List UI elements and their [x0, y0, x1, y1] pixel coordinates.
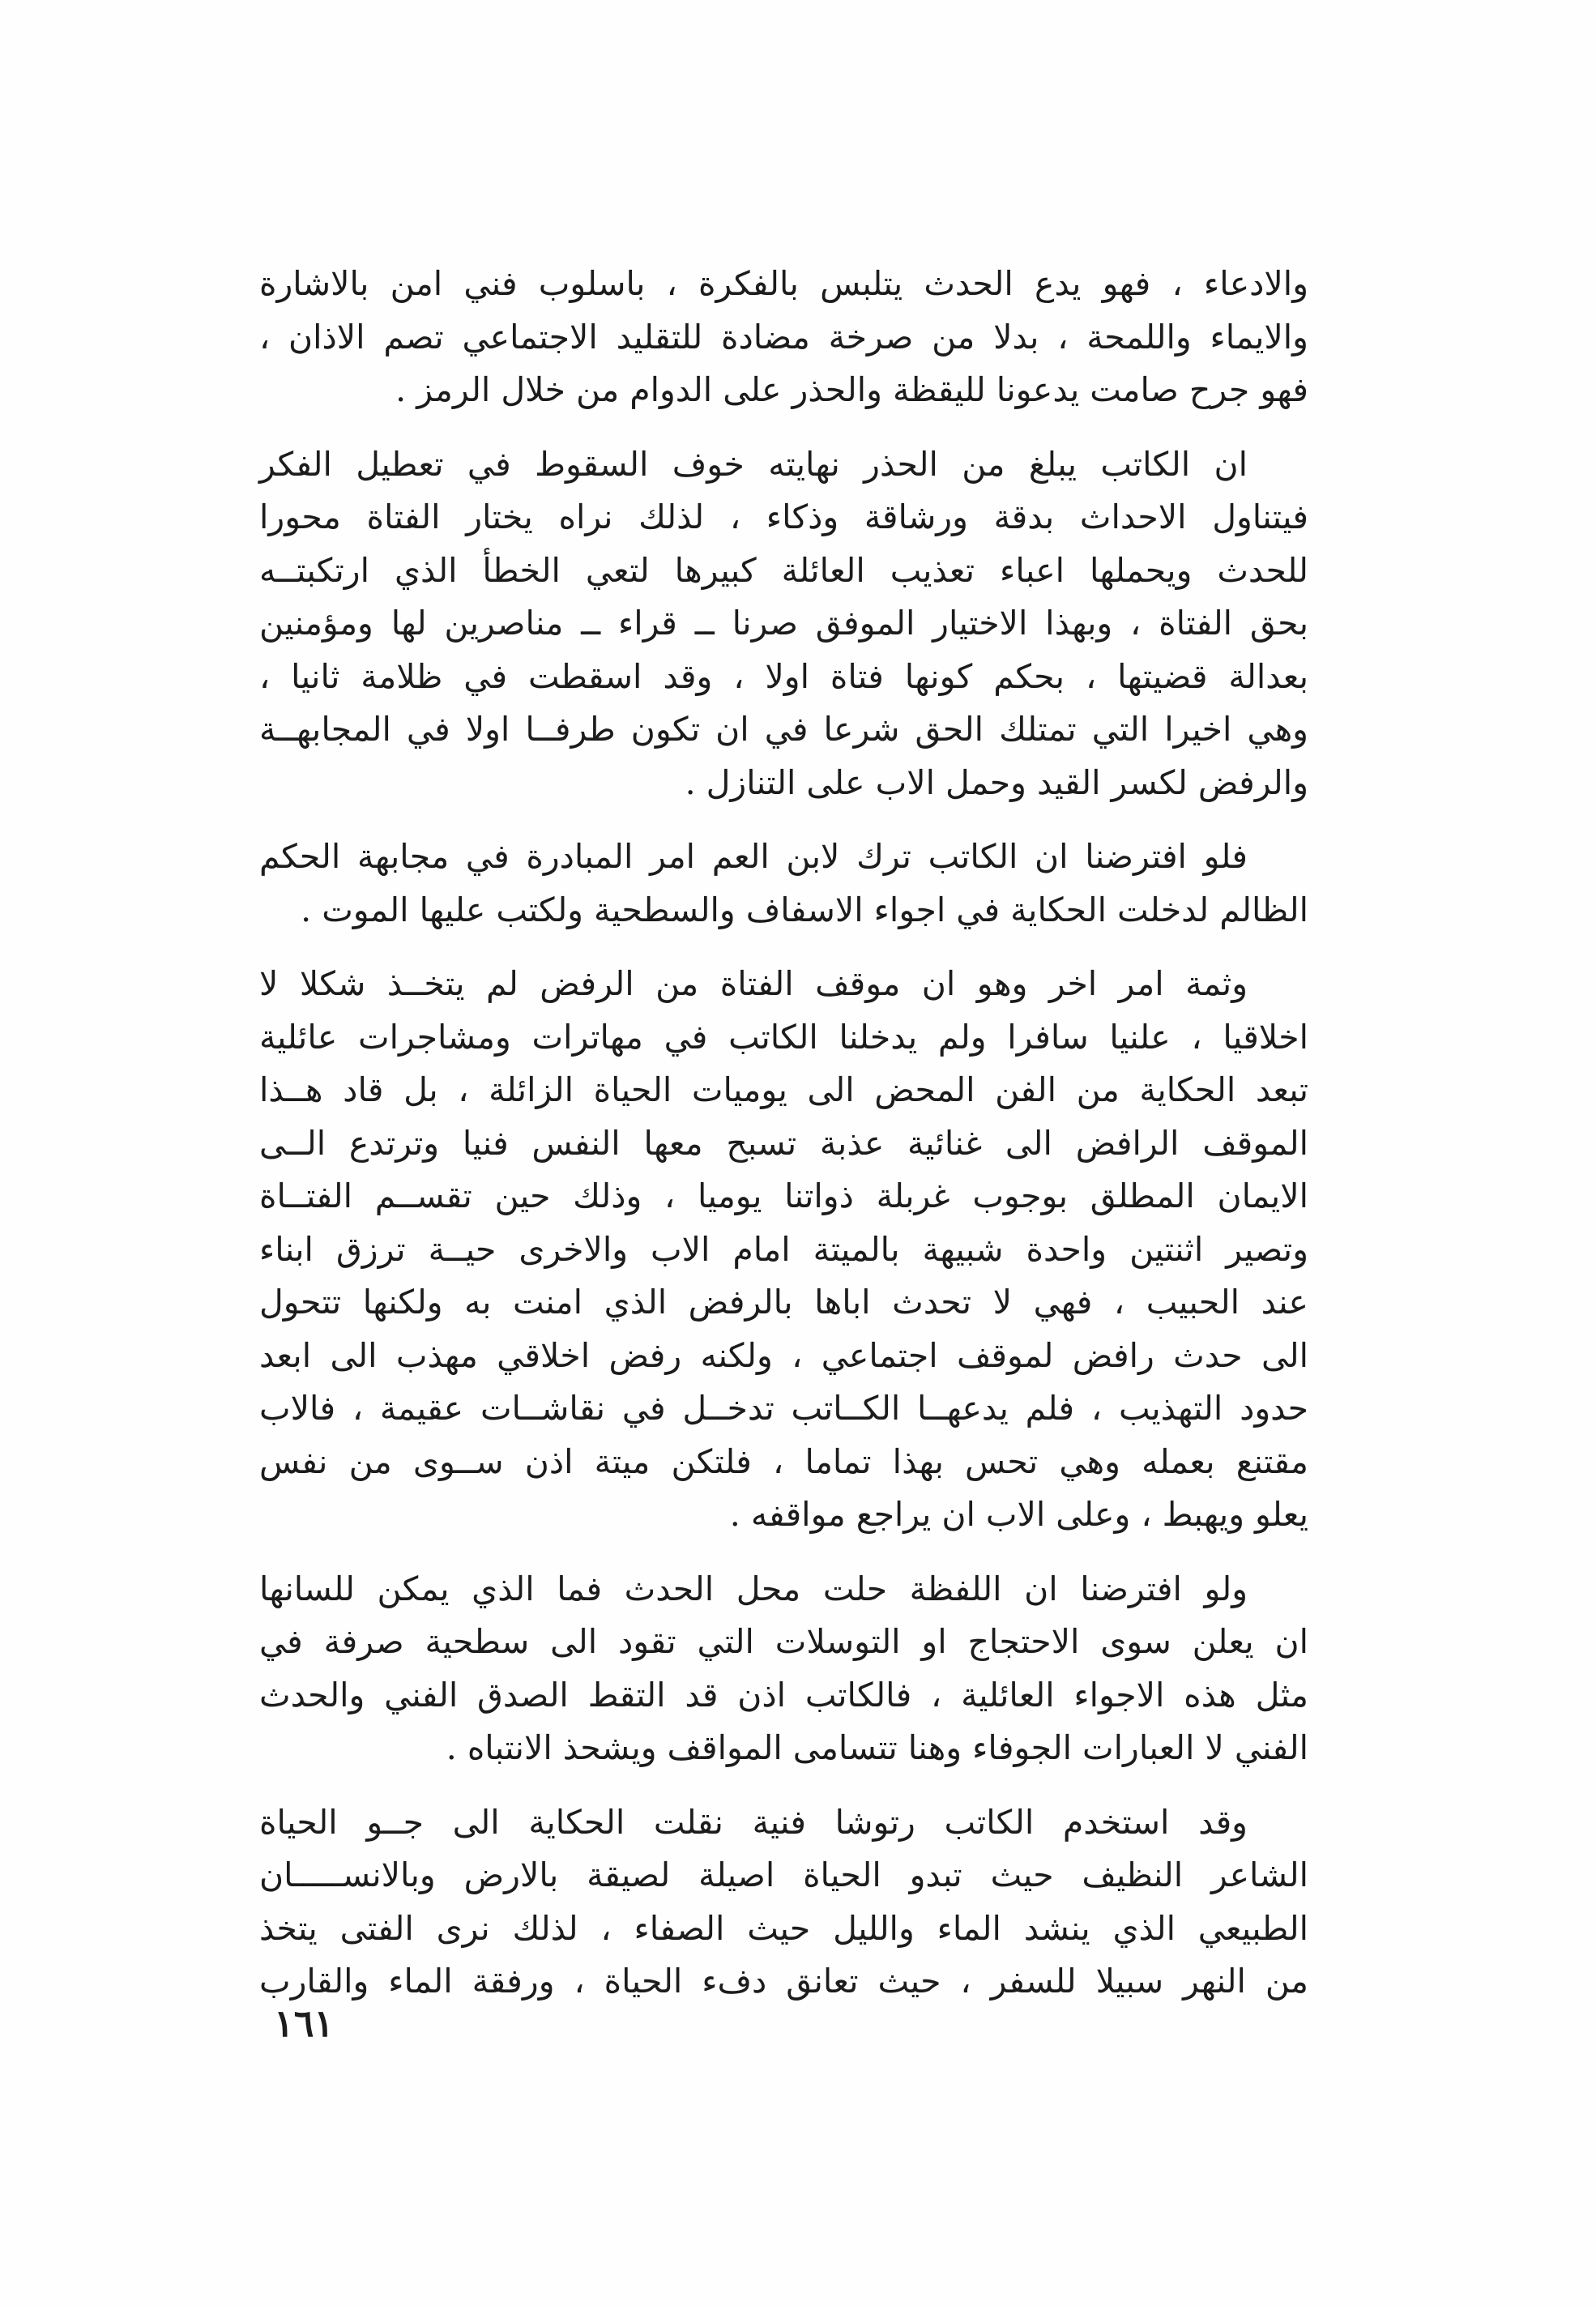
- text-line: مقتنع بعمله وهي تحس بهذا تماما ، فلتكن ميتة اذن ســوى من نفس: [259, 1441, 1308, 1481]
- text-line: فيتناول الاحداث بدقة ورشاقة وذكاء ، لذلك نراه يختار الفتاة محورا: [259, 497, 1308, 536]
- text-line: وهي اخيرا التي تمتلك الحق شرعا في ان تكون طرفــا اولا في المجابهــة: [259, 710, 1308, 749]
- text-line: عند الحبيب ، فهي لا تحدث اباها بالرفض الذي امنت به ولكنها تتحول: [259, 1283, 1308, 1322]
- text-line: فلو افترضنا ان الكاتب ترك لابن العم امر المبادرة في مجابهة الحكم: [259, 837, 1248, 876]
- text-line: الايمان المطلق بوجوب غربلة ذواتنا يوميا ، وذلك حين تقســم الفتــاة: [259, 1176, 1308, 1215]
- text-line: الشاعر النظيف حيث تبدو الحياة اصيلة لصيقة بالارض وبالانســـــان: [259, 1855, 1308, 1894]
- text-line: والايماء واللمحة ، بدلا من صرخة مضادة للتقليد الاجتماعي تصم الاذان ،: [259, 317, 1308, 357]
- text-line: ولو افترضنا ان اللفظة حلت محل الحدث فما الذي يمكن للسانها: [259, 1569, 1248, 1608]
- paragraph-4: [259, 958, 1308, 1542]
- text-line: مثل هذه الاجواء العائلية ، فالكاتب اذن قد التقط الصدق الفني والحدث: [259, 1675, 1308, 1715]
- text-line: من النهر سبيلا للسفر ، حيث تعانق دفء الحياة ، ورفقة الماء والقارب: [259, 1962, 1308, 2001]
- text-line: للحدث ويحملها اعباء تعذيب العائلة كبيرها لتعي الخطأ الذي ارتكبتــه: [259, 550, 1308, 590]
- paragraph-2: [259, 438, 1308, 810]
- page-number: ١٦١: [274, 2001, 335, 2045]
- text-line: فهو جرح صامت يدعونا لليقظة والحذر على الدوام من خلال الرمز .: [395, 370, 1308, 409]
- text-line: الموقف الرافض الى غنائية عذبة تسبح معها النفس فنيا وترتدع الــى: [259, 1123, 1308, 1163]
- paragraph-5: [259, 1563, 1308, 1775]
- text-line: الى حدث رافض لموقف اجتماعي ، ولكنه رفض اخلاقي مهذب الى ابعد: [259, 1335, 1308, 1375]
- text-line: ان يعلن سوى الاحتجاج او التوسلات التي تقود الى سطحية صرفة في: [259, 1622, 1308, 1661]
- text-line: الفني لا العبارات الجوفاء وهنا تتسامى المواقف ويشحذ الانتباه .: [446, 1728, 1308, 1767]
- text-line: الطبيعي الذي ينشد الماء والليل حيث الصفاء ، لذلك نرى الفتى يتخذ: [259, 1908, 1308, 1948]
- text-line: وقد استخدم الكاتب رتوشا فنية نقلت الحكاية الى جــو الحياة: [259, 1802, 1248, 1842]
- text-line: والادعاء ، فهو يدع الحدث يتلبس بالفكرة ، باسلوب فني امن بالاشارة: [259, 264, 1308, 303]
- text-line: والرفض لكسر القيد وحمل الاب على التنازل .: [685, 762, 1308, 802]
- paragraph-3: [259, 831, 1308, 937]
- paragraph-1: [259, 258, 1308, 417]
- text-line: الظالم لدخلت الحكاية في اجواء الاسفاف والسطحية ولكتب عليها الموت .: [301, 890, 1308, 929]
- text-line: اخلاقيا ، علنيا سافرا ولم يدخلنا الكاتب في مهاترات ومشاجرات عائلية: [259, 1017, 1308, 1057]
- text-line: ان الكاتب يبلغ من الحذر نهايته خوف السقوط في تعطيل الفكر: [259, 444, 1248, 484]
- text-line: بحق الفتاة ، وبهذا الاختيار الموفق صرنا ــ قراء ــ مناصرين لها ومؤمنين: [259, 604, 1308, 643]
- text-line: بعدالة قضيتها ، بحكم كونها فتاة اولا ، وقد اسقطت في ظلامة ثانيا ،: [259, 656, 1308, 696]
- text-line: وثمة امر اخر وهو ان موقف الفتاة من الرفض لم يتخــذ شكلا لا: [259, 964, 1248, 1003]
- text-line: وتصير اثنتين واحدة شبيهة بالميتة امام الاب والاخرى حيــة ترزق ابناء: [259, 1229, 1308, 1269]
- text-line: تبعد الحكاية من الفن المحض الى يوميات الحياة الزائلة ، بل قاد هــذا: [259, 1070, 1308, 1109]
- text-line: حدود التهذيب ، فلم يدعهــا الكــاتب تدخــل في نقاشــات عقيمة ، فالاب: [259, 1389, 1308, 1428]
- text-line: يعلو ويهبط ، وعلى الاب ان يراجع مواقفه .: [729, 1495, 1308, 1534]
- body-text: [259, 258, 1308, 2030]
- paragraph-6: [259, 1796, 1308, 2009]
